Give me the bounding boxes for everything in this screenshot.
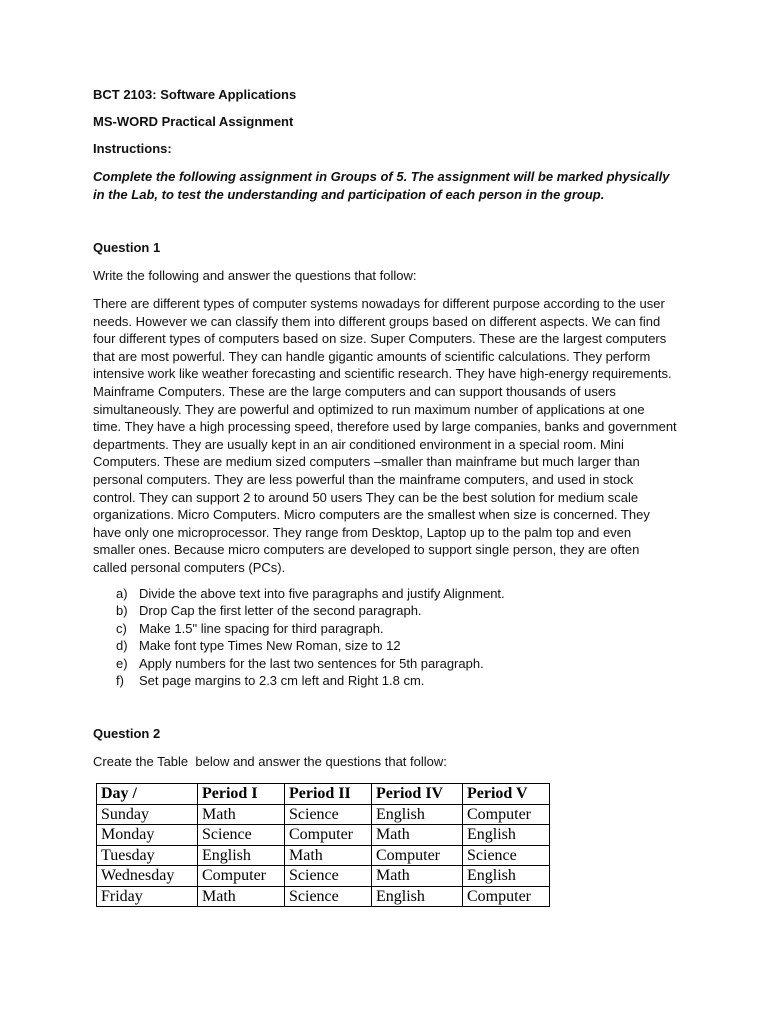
task-item xyxy=(93,672,683,690)
table-header-cell: Period IV xyxy=(372,784,463,805)
table-row xyxy=(97,845,550,866)
task-text: Make font type Times New Roman, size to 12 xyxy=(139,638,401,654)
passage-line: four different types of computers based on size. Super Computers. These are the largest computers xyxy=(93,331,667,347)
task-letter: e) xyxy=(116,655,128,671)
assignment-title: MS-WORD Practical Assignment xyxy=(93,114,294,129)
table-cell: Math xyxy=(372,866,463,887)
task-item xyxy=(93,655,683,673)
passage-line: smaller ones. Because micro computers are developed to support single person, they are often xyxy=(93,542,640,558)
passage-line: called personal computers (PCs). xyxy=(93,559,286,575)
table-cell: Science xyxy=(285,886,372,907)
table-cell: English xyxy=(463,825,550,846)
instructions-label: Instructions: xyxy=(93,141,172,156)
task-text: Divide the above text into five paragraphs and justify Alignment. xyxy=(139,585,505,601)
task-text: Set page margins to 2.3 cm left and Right 1.8 cm. xyxy=(139,673,425,689)
table-cell: English xyxy=(372,886,463,907)
task-item xyxy=(93,620,683,638)
table-row xyxy=(97,866,550,887)
passage-line: personal computers. They are less powerful than the mainframe computers, and used in stock xyxy=(93,471,634,487)
instructions-text: Complete the following assignment in Groups of 5. The assignment will be marked physically in the Lab, to test the understanding and participation of each person in the group. xyxy=(93,169,670,202)
table-row xyxy=(97,825,550,846)
table-cell: Tuesday xyxy=(97,845,198,866)
task-item xyxy=(93,585,683,603)
task-letter: d) xyxy=(116,638,128,654)
task-letter: f) xyxy=(116,673,124,689)
table-header-cell: Period II xyxy=(285,784,372,805)
task-letter: c) xyxy=(116,620,127,636)
table-cell: Science xyxy=(285,804,372,825)
table-cell: Computer xyxy=(463,804,550,825)
table-cell: Math xyxy=(372,825,463,846)
table-cell: Wednesday xyxy=(97,866,198,887)
table-row xyxy=(97,804,550,825)
passage-line: control. They can support 2 to around 50 users They can be the best solution for medium scale xyxy=(93,489,639,505)
task-text: Drop Cap the first letter of the second paragraph. xyxy=(139,603,422,619)
table-cell: Computer xyxy=(463,886,550,907)
table-cell: Computer xyxy=(285,825,372,846)
timetable xyxy=(96,783,550,907)
table-header-cell: Period I xyxy=(198,784,285,805)
table-row xyxy=(97,886,550,907)
passage-line: intensive work like weather forecasting and scientific research. They have high-energy requirements. xyxy=(93,366,672,382)
passage-line: time. They have a high processing speed, therefore used by large companies, banks and government xyxy=(93,419,677,435)
table-cell: Monday xyxy=(97,825,198,846)
task-item xyxy=(93,637,683,655)
question-1-passage xyxy=(93,295,683,577)
task-text: Apply numbers for the last two sentences for 5th paragraph. xyxy=(139,655,484,671)
passage-line: simultaneously. They are powerful and optimized to run maximum number of applications at one xyxy=(93,401,645,417)
task-letter: a) xyxy=(116,585,128,601)
table-cell: Sunday xyxy=(97,804,198,825)
question-2 xyxy=(93,725,683,907)
passage-line: There are different types of computer systems nowadays for different purpose according to the user xyxy=(93,296,665,311)
table-cell: Computer xyxy=(372,845,463,866)
table-header-cell: Period V xyxy=(463,784,550,805)
table-cell: Math xyxy=(198,886,285,907)
table-cell: Science xyxy=(285,866,372,887)
question-1-tasks xyxy=(93,585,683,691)
passage-line: organizations. Micro Computers. Micro computers are the smallest when size is concerned. They xyxy=(93,507,650,523)
table-cell: English xyxy=(198,845,285,866)
table-cell: Math xyxy=(198,804,285,825)
table-header-row xyxy=(97,784,550,805)
table-cell: Science xyxy=(463,845,550,866)
table-header-cell: Day / xyxy=(97,784,198,805)
course-title: BCT 2103: Software Applications xyxy=(93,87,297,102)
table-cell: Science xyxy=(198,825,285,846)
passage-line: departments. They are usually kept in an air conditioned environment in a special room. Mini xyxy=(93,436,624,452)
task-item xyxy=(93,602,683,620)
passage-line: Computers. These are medium sized computers –smaller than mainframe but much larger than xyxy=(93,454,640,470)
table-cell: English xyxy=(372,804,463,825)
passage-line: have only one microprocessor. They range from Desktop, Laptop up to the palm top and even xyxy=(93,524,632,540)
task-text: Make 1.5" line spacing for third paragraph. xyxy=(139,620,384,636)
question-2-title: Question 2 xyxy=(93,726,161,742)
question-2-intro: Create the Table below and answer the questions that follow: xyxy=(93,754,447,770)
passage-line: needs. However we can classify them into different groups based on different aspects. We can find xyxy=(93,313,661,329)
document-page xyxy=(93,86,683,907)
question-1-intro: Write the following and answer the questions that follow: xyxy=(93,268,417,283)
passage-line: that are most powerful. They can handle gigantic amounts of scientific calculations. They perform xyxy=(93,348,651,364)
table-cell: English xyxy=(463,866,550,887)
table-cell: Computer xyxy=(198,866,285,887)
passage-line: Mainframe Computers. These are the large computers and can support thousands of users xyxy=(93,383,616,399)
question-1-title: Question 1 xyxy=(93,240,161,255)
task-letter: b) xyxy=(116,603,128,619)
question-1 xyxy=(93,239,683,690)
table-cell: Math xyxy=(285,845,372,866)
table-cell: Friday xyxy=(97,886,198,907)
